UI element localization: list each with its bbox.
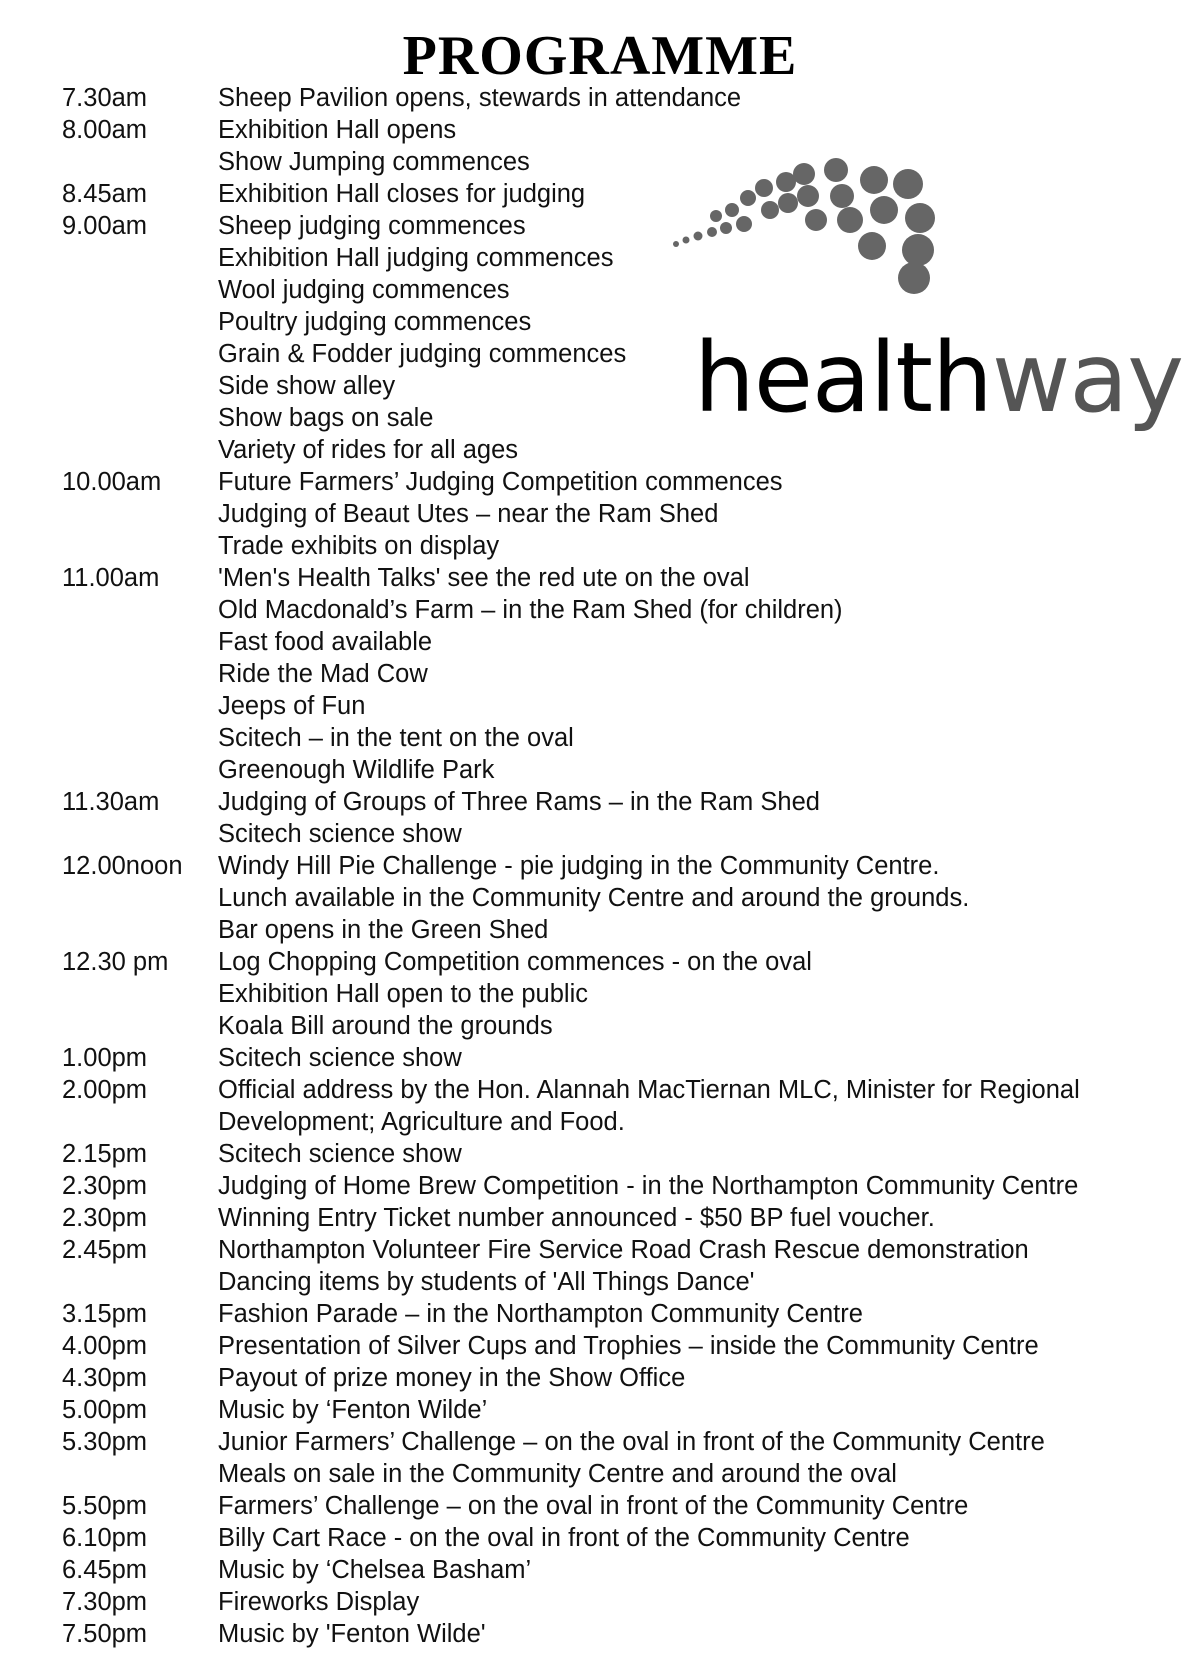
row-time: 7.50pm: [62, 1620, 148, 1648]
programme-row: [62, 530, 1182, 562]
programme-row: [62, 1362, 1182, 1394]
programme-row: [62, 658, 1182, 690]
row-event: Scitech science show: [218, 1140, 462, 1168]
programme-row: [62, 1042, 1182, 1074]
row-time: 4.30pm: [62, 1364, 148, 1392]
programme-row: [62, 1458, 1182, 1490]
healthway-logo: [694, 322, 1184, 434]
row-time: 1.00pm: [62, 1044, 148, 1072]
programme-row: [62, 978, 1182, 1010]
programme-row: [62, 1586, 1182, 1618]
row-event: Scitech science show: [218, 820, 462, 848]
programme-row: [62, 498, 1182, 530]
row-event: Judging of Home Brew Competition - in the Northampton Community Centre: [218, 1172, 1079, 1200]
row-event: Payout of prize money in the Show Office: [218, 1364, 686, 1392]
row-time: 11.00am: [62, 564, 160, 592]
row-event: Northampton Volunteer Fire Service Road Crash Rescue demonstration: [218, 1236, 1029, 1264]
row-event: Judging of Groups of Three Rams – in the Ram Shed: [218, 788, 820, 816]
programme-row: [62, 882, 1182, 914]
programme-row: [62, 1170, 1182, 1202]
row-event: Exhibition Hall judging commences: [218, 244, 614, 272]
row-event: Show bags on sale: [218, 404, 434, 432]
row-time: 6.10pm: [62, 1524, 148, 1552]
row-event: Poultry judging commences: [218, 308, 532, 336]
row-time: 12.30 pm: [62, 948, 169, 976]
row-event: Development; Agriculture and Food.: [218, 1108, 625, 1136]
logo-word-health: health: [694, 322, 992, 434]
row-event: Future Farmers’ Judging Competition commences: [218, 468, 783, 496]
programme-row: [62, 1266, 1182, 1298]
row-time: 7.30pm: [62, 1588, 148, 1616]
row-event: Sheep Pavilion opens, stewards in attendance: [218, 84, 742, 112]
row-event: Scitech science show: [218, 1044, 462, 1072]
row-event: Presentation of Silver Cups and Trophies – inside the Community Centre: [218, 1332, 1039, 1360]
row-event: Judging of Beaut Utes – near the Ram Shed: [218, 500, 719, 528]
row-time: 2.30pm: [62, 1172, 148, 1200]
row-time: 8.00am: [62, 116, 148, 144]
row-event: Fast food available: [218, 628, 433, 656]
row-time: 3.15pm: [62, 1300, 148, 1328]
programme-row: [62, 626, 1182, 658]
programme-row: [62, 82, 1182, 114]
programme-row: [62, 914, 1182, 946]
row-time: 5.30pm: [62, 1428, 148, 1456]
row-time: 2.15pm: [62, 1140, 148, 1168]
programme-row: [62, 850, 1182, 882]
row-event: Exhibition Hall closes for judging: [218, 180, 586, 208]
programme-row: [62, 1330, 1182, 1362]
row-event: Grain & Fodder judging commences: [218, 340, 627, 368]
programme-row: [62, 562, 1182, 594]
row-time: 9.00am: [62, 212, 148, 240]
row-event: Winning Entry Ticket number announced - $50 BP fuel voucher.: [218, 1204, 935, 1232]
row-event: Lunch available in the Community Centre and around the grounds.: [218, 884, 970, 912]
programme-row: [62, 1234, 1182, 1266]
row-event: Exhibition Hall opens: [218, 116, 457, 144]
row-event: Old Macdonald’s Farm – in the Ram Shed (for children): [218, 596, 843, 624]
row-event: Ride the Mad Cow: [218, 660, 428, 688]
programme-row: [62, 1554, 1182, 1586]
row-event: Billy Cart Race - on the oval in front of the Community Centre: [218, 1524, 910, 1552]
programme-row: [62, 1522, 1182, 1554]
row-event: Fireworks Display: [218, 1588, 420, 1616]
programme-row: [62, 1298, 1182, 1330]
row-time: 8.45am: [62, 180, 148, 208]
row-time: 11.30am: [62, 788, 160, 816]
row-event: Fashion Parade – in the Northampton Community Centre: [218, 1300, 863, 1328]
row-event: Bar opens in the Green Shed: [218, 916, 549, 944]
row-time: 6.45pm: [62, 1556, 148, 1584]
row-event: Music by ‘Chelsea Basham’: [218, 1556, 532, 1584]
row-event: Music by ‘Fenton Wilde’: [218, 1396, 488, 1424]
row-event: Greenough Wildlife Park: [218, 756, 495, 784]
row-event: Wool judging commences: [218, 276, 510, 304]
programme-row: [62, 1202, 1182, 1234]
programme-row: [62, 466, 1182, 498]
programme-row: [62, 1074, 1182, 1106]
row-event: Meals on sale in the Community Centre and around the oval: [218, 1460, 897, 1488]
row-time: 2.00pm: [62, 1076, 148, 1104]
logo-word-way: way: [991, 322, 1184, 434]
row-event: Windy Hill Pie Challenge - pie judging in the Community Centre.: [218, 852, 940, 880]
programme-row: [62, 786, 1182, 818]
row-event: Variety of rides for all ages: [218, 436, 518, 464]
row-event: Sheep judging commences: [218, 212, 526, 240]
row-time: 5.00pm: [62, 1396, 148, 1424]
programme-row: [62, 1010, 1182, 1042]
row-event: Side show alley: [218, 372, 396, 400]
row-event: Music by 'Fenton Wilde': [218, 1620, 486, 1648]
row-time: 7.30am: [62, 84, 148, 112]
programme-row: [62, 434, 1182, 466]
row-event: Trade exhibits on display: [218, 532, 500, 560]
row-event: 'Men's Health Talks' see the red ute on the oval: [218, 564, 750, 592]
row-event: Jeeps of Fun: [218, 692, 366, 720]
programme-row: [62, 1106, 1182, 1138]
row-event: Koala Bill around the grounds: [218, 1012, 553, 1040]
programme-row: [62, 1394, 1182, 1426]
row-event: Dancing items by students of 'All Things Dance': [218, 1268, 755, 1296]
programme-row: [62, 1490, 1182, 1522]
row-time: 5.50pm: [62, 1492, 148, 1520]
row-event: Scitech – in the tent on the oval: [218, 724, 574, 752]
programme-row: [62, 1426, 1182, 1458]
row-event: Log Chopping Competition commences - on the oval: [218, 948, 812, 976]
row-time: 4.00pm: [62, 1332, 148, 1360]
programme-row: [62, 1138, 1182, 1170]
row-time: 10.00am: [62, 468, 162, 496]
programme-row: [62, 946, 1182, 978]
programme-row: [62, 594, 1182, 626]
row-event: Junior Farmers’ Challenge – on the oval in front of the Community Centre: [218, 1428, 1045, 1456]
programme-row: [62, 754, 1182, 786]
programme-row: [62, 114, 1182, 146]
row-event: Official address by the Hon. Alannah MacTiernan MLC, Minister for Regional: [218, 1076, 1080, 1104]
row-time: 2.45pm: [62, 1236, 148, 1264]
row-event: Show Jumping commences: [218, 148, 530, 176]
row-time: 12.00noon: [62, 852, 183, 880]
page-title: PROGRAMME: [402, 25, 798, 87]
programme-row: [62, 1618, 1182, 1650]
row-event: Exhibition Hall open to the public: [218, 980, 588, 1008]
row-event: Farmers’ Challenge – on the oval in front of the Community Centre: [218, 1492, 969, 1520]
programme-row: [62, 722, 1182, 754]
programme-row: [62, 690, 1182, 722]
row-time: 2.30pm: [62, 1204, 148, 1232]
programme-row: [62, 818, 1182, 850]
